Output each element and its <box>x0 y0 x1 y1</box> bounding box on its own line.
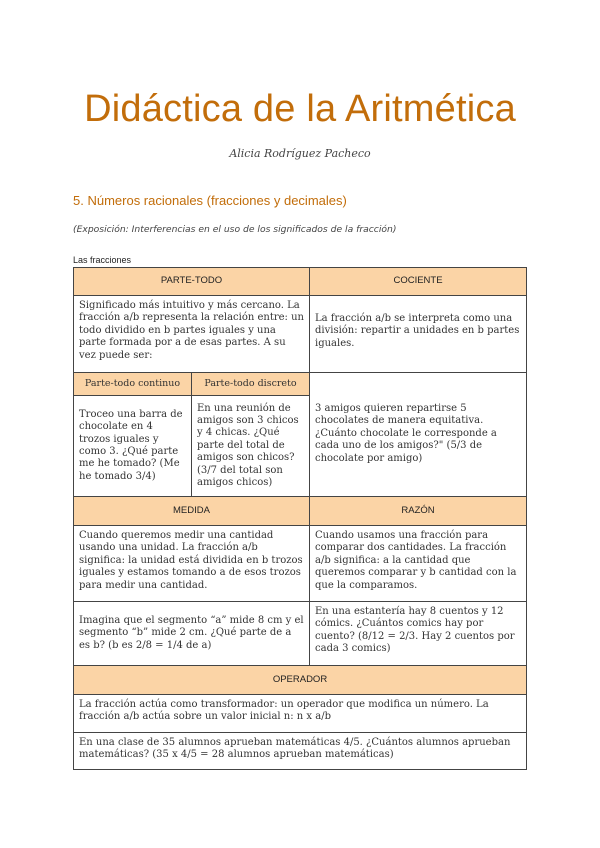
header-parte-todo: PARTE-TODO <box>73 267 310 296</box>
operador-example: En una clase de 35 alumnos aprueban matemáticas 4/5. ¿Cuántos alumnos aprueban matemáticas? (35 x 4/5 = 28 alumnos aprueban matemáticas) <box>73 732 527 770</box>
exposition-note: (Exposición: Interferencias en el uso de los significados de la fracción) <box>73 224 397 235</box>
parte-todo-description: Significado más intuitivo y más cercano. La fracción a/b representa la relación entre: un todo dividido en b partes iguales y una parte formada por a de esas partes. A su vez puede ser: <box>73 295 310 373</box>
author-name: Alicia Rodríguez Pacheco <box>229 147 371 160</box>
table-subheading: Las fracciones <box>73 255 132 265</box>
medida-description: Cuando queremos medir una cantidad usando una unidad. La fracción a/b significa: la unidad está dividida en b trozos iguales y estamos tomando a de esos trozos para medir una cantidad. <box>73 525 310 602</box>
header-parte-todo-discreto: Parte-todo discreto <box>191 372 310 396</box>
header-razon: RAZÓN <box>309 496 527 526</box>
medida-example <box>73 601 310 666</box>
discreto-example-text: En una reunión de amigos son 3 chicos y 4 chicas. ¿Qué parte del total de amigos son chicos? (3/7 del total son amigos chicos) <box>197 402 299 489</box>
header-parte-todo-continuo: Parte-todo continuo <box>73 372 192 396</box>
continuo-example-text: Troceo una barra de chocolate en 4 trozos iguales y como 3. ¿Qué parte me he tomado? (Me he tomado 3/4) <box>79 408 183 482</box>
header-cociente: COCIENTE <box>309 267 527 296</box>
cociente-example: 3 amigos quieren repartirse 5 chocolates de manera equitativa. ¿Cuánto chocolate le corresponde a cada uno de los amigos?" (5/3 de chocolate por amigo) <box>309 372 527 497</box>
header-operador: OPERADOR <box>73 665 527 695</box>
razon-example: En una estantería hay 8 cuentos y 12 cómics. ¿Cuántos comics hay por cuento? (8/12 = 2/3. Hay 2 cuentos por cada 3 comics) <box>309 601 527 666</box>
section-title: 5. Números racionales (fracciones y decimales) <box>73 193 347 208</box>
razon-description: Cuando usamos una fracción para comparar dos cantidades. La fracción a/b significa: a la cantidad que queremos comparar y b cantidad con la que la comparamos. <box>309 525 527 602</box>
parte-todo-continuo-example <box>73 395 192 497</box>
document-title: Didáctica de la Aritmética <box>84 88 516 130</box>
parte-todo-discreto-example <box>191 395 310 497</box>
medida-example-text: Imagina que el segmento “a” mide 8 cm y el segmento “b” mide 2 cm. ¿Qué parte de a es b? (b es 2/8 = 1/4 de a) <box>79 614 304 651</box>
operador-description: La fracción actúa como transformador: un operador que modifica un número. La fracción a/b actúa sobre un valor inicial n: n x a/b <box>73 694 527 733</box>
header-medida: MEDIDA <box>73 496 310 526</box>
cociente-description: La fracción a/b se interpreta como una división: repartir a unidades en b partes iguales. <box>309 295 527 373</box>
